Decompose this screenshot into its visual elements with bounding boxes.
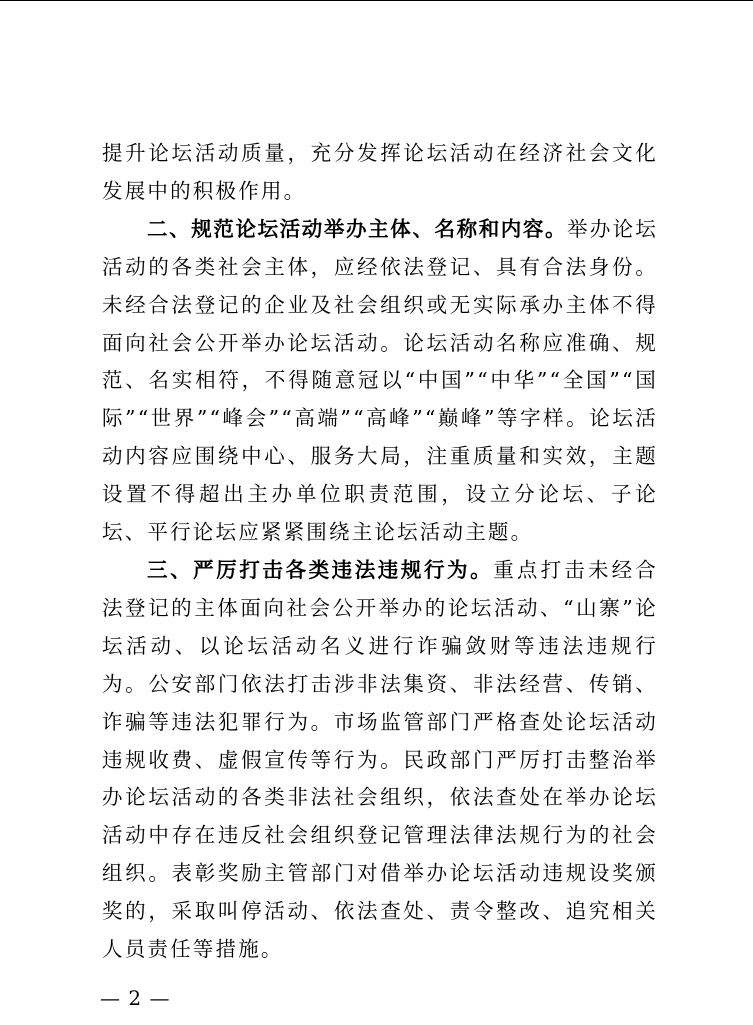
paragraph-1-text: 提升论坛活动质量，充分发挥论坛活动在经济社会文化发展中的积极作用。 <box>102 141 658 203</box>
paragraph-2 <box>102 211 658 552</box>
paragraph-3 <box>102 552 658 969</box>
paragraph-1 <box>102 135 658 211</box>
top-border-line <box>0 0 753 1</box>
paragraph-2-text: 举办论坛活动的各类社会主体，应经依法登记、具有合法身份。未经合法登记的企业及社会组织或无实际承办主体不得面向社会公开举办论坛活动。论坛活动名称应准确、规范、名实相符，不得随意冠以“中国”“中华”“全国”“国际”“世界”“峰会”“高端”“高峰”“巅峰”等字样。论坛活动内容应围绕中心、服务大局，注重质量和实效，主题设置不得超出主办单位职责范围，设立分论坛、子论坛、平行论坛应紧紧围绕主论坛活动主题。 <box>102 216 658 545</box>
section-heading-2: 二、规范论坛活动举办主体、名称和内容。 <box>147 216 568 241</box>
page-number: — 2 — <box>100 986 171 1010</box>
paragraph-3-text: 重点打击未经合法登记的主体面向社会公开举办的论坛活动、“山寨”论坛活动、以论坛活动名义进行诈骗敛财等违法违规行为。公安部门依法打击涉非法集资、非法经营、传销、诈骗等违法犯罪行为。市场监管部门严格查处论坛活动违规收费、虚假宣传等行为。民政部门严厉打击整治举办论坛活动的各类非法社会组织，依法查处在举办论坛活动中存在违反社会组织登记管理法律法规行为的社会组织。表彰奖励主管部门对借举办论坛活动违规设奖颁奖的，采取叫停活动、依法查处、责令整改、追究相关人员责任等措施。 <box>102 557 659 962</box>
section-heading-3: 三、严厉打击各类违法违规行为。 <box>147 557 494 582</box>
document-body <box>102 135 658 969</box>
